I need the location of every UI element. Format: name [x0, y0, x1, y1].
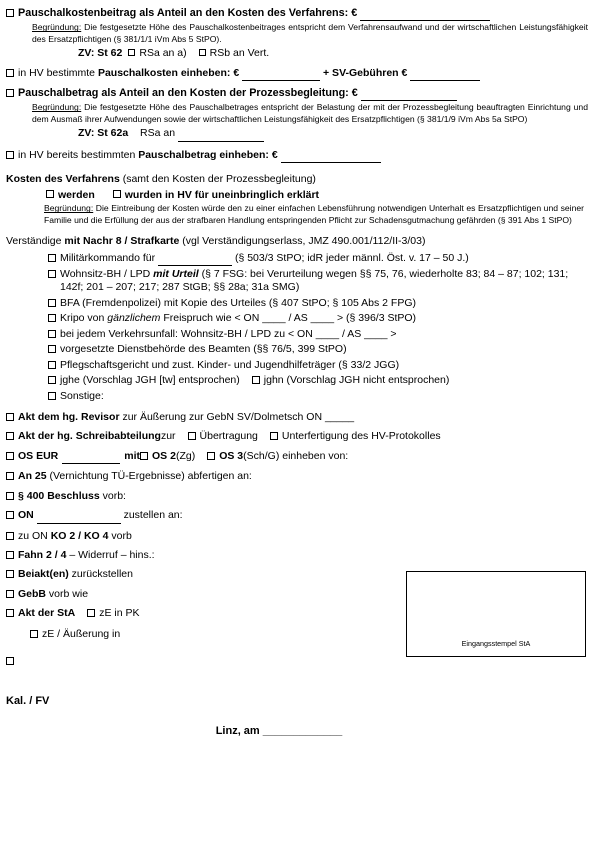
verstaendige-bold: mit Nachr 8 / Strafkarte: [64, 235, 180, 248]
checkbox-icon[interactable]: [6, 452, 14, 460]
item-text: Militärkommando für: [60, 251, 159, 264]
eingangsstempel-caption: Eingangsstempel StA: [461, 639, 531, 648]
list-item[interactable]: [48, 252, 592, 266]
label-os-2-rest: (Zg): [175, 449, 196, 462]
checkbox-row-empty[interactable]: [6, 655, 592, 668]
label-on-rest: zustellen an:: [120, 509, 183, 522]
label-mit: mit: [124, 449, 141, 462]
label-ko-rest: vorb: [108, 529, 132, 542]
checkbox-icon[interactable]: [188, 432, 196, 440]
checkbox-icon[interactable]: [207, 452, 215, 460]
label-fahn-rest: – Widerruf – hins.:: [66, 549, 155, 561]
list-item[interactable]: [48, 268, 592, 295]
list-item[interactable]: [48, 343, 592, 356]
label-zu-on: zu ON: [18, 529, 51, 542]
item-text: Pflegschaftsgericht und zust. Kinder- und Jugendhilfeträger (§ 33/2 JGG): [60, 358, 400, 371]
begruendung-text: Die festgesetzte Höhe des Pauschalkostenbeitrages entspricht dem Verfahrensaufwand und der wirtschaftlichen Leistungsfähigkeit des Ersatzpflichtigen (§ 381/1/1 iVm Abs 5 StPO).: [32, 22, 588, 44]
checkbox-icon[interactable]: [48, 376, 56, 384]
fill-line[interactable]: [62, 450, 120, 464]
label-gebb-rest: vorb wie: [46, 587, 89, 600]
label-os-eur: OS EUR: [18, 449, 59, 462]
list-item[interactable]: [48, 390, 592, 403]
checkbox-row-pauschalbetrag-prozessbegleitung[interactable]: [6, 87, 592, 142]
begruendung-label: Begründung:: [32, 102, 82, 113]
label-os-3: OS 3: [219, 449, 244, 462]
begruendung-label: Begründung:: [32, 22, 82, 33]
checkbox-row-an25[interactable]: [6, 470, 592, 483]
label-pauschalkosten-einheben: Pauschalkosten einheben: €: [97, 66, 243, 79]
label-on: ON: [18, 509, 34, 522]
checkbox-icon[interactable]: [48, 314, 56, 322]
verstaendige-rest: (vgl Verständigungserlass, JMZ 490.001/112/II-3/03): [179, 235, 426, 248]
verstaendige-items: [48, 252, 592, 403]
checkbox-icon[interactable]: [199, 49, 206, 56]
item-text-post: (§ 7 FSG: bei Verurteilung wegen §§ 75, 76, wiederholte 83; 84 – 87; 102; 131; 142f; 201 – 207; 217; 287 StGB; §§ 28a; 31a SMG): [60, 268, 569, 294]
label-ko: KO 2 / KO 4: [50, 529, 109, 542]
title-kosten-des-verfahrens: [6, 173, 592, 186]
checkbox-row-on-zustellen[interactable]: [6, 509, 592, 523]
zv-option-rsa: RSa an a): [139, 47, 187, 60]
checkbox-row-os-eur[interactable]: [6, 450, 592, 464]
checkbox-row-hv-pauschalkosten[interactable]: [6, 67, 592, 81]
checkbox-icon[interactable]: [30, 630, 38, 638]
label-an25-rest: (Vernichtung TÜ-Ergebnisse) abfertigen an:: [46, 470, 252, 483]
item-text: vorgesetzte Dienstbehörde des Beamten (§§ 76/5, 399 StPO): [60, 343, 347, 356]
begruendung-5: [44, 203, 584, 226]
checkbox-icon[interactable]: [6, 590, 14, 598]
checkbox-icon[interactable]: [6, 151, 14, 159]
fill-line[interactable]: [360, 7, 490, 21]
checkbox-row-fahn[interactable]: [6, 549, 592, 562]
fill-line[interactable]: [37, 509, 121, 523]
option-ze-in-pk: zE in PK: [99, 607, 140, 620]
label-sv-gebuehren: + SV-Gebühren €: [320, 66, 411, 79]
checkbox-icon[interactable]: [6, 413, 14, 421]
label-beiakten: Beiakt(en): [18, 568, 69, 581]
option-wurden-uneinbringlich: wurden in HV für uneinbringlich erklärt: [124, 189, 320, 202]
item-text: Wohnsitz-BH / LPD: [60, 268, 154, 280]
checkbox-icon[interactable]: [48, 330, 56, 338]
label-fahn: Fahn 2 / 4: [18, 549, 67, 561]
checkbox-icon[interactable]: [6, 472, 14, 480]
label-400-beschluss-rest: vorb:: [99, 489, 126, 502]
checkbox-row-schreibabteilung[interactable]: [6, 430, 592, 443]
checkbox-icon[interactable]: [6, 69, 14, 77]
checkbox-row-hv-pauschalbetrag[interactable]: [6, 149, 592, 163]
checkbox-icon[interactable]: [6, 9, 14, 17]
checkbox-icon[interactable]: [6, 492, 14, 500]
footer-kal-fv: Kal. / FV: [6, 694, 50, 707]
checkbox-icon[interactable]: [113, 190, 121, 198]
zv-text-3: RSa an: [140, 127, 178, 140]
eingangsstempel-box: [406, 571, 586, 657]
label-pauschalkostenbeitrag: Pauschalkostenbeitrag als Anteil an den Kosten des Verfahrens: €: [18, 7, 361, 19]
checkbox-icon[interactable]: [140, 452, 148, 460]
checkbox-icon[interactable]: [6, 432, 14, 440]
item-emphasis: gänzlichem: [107, 312, 161, 325]
label-an25: An 25: [18, 470, 47, 483]
list-item-jgh[interactable]: [48, 374, 592, 387]
item-emphasis: mit Urteil: [153, 268, 199, 280]
checkbox-icon[interactable]: [6, 551, 14, 559]
list-item[interactable]: [48, 359, 592, 372]
item-text: bei jedem Verkehrsunfall: Wohnsitz-BH / LPD zu < ON ____ / AS ____ >: [60, 327, 397, 340]
begruendung-label: Begründung:: [44, 203, 94, 214]
checkbox-icon[interactable]: [6, 657, 14, 665]
item-text: BFA (Fremdenpolizei) mit Kopie des Urteiles (§ 407 StPO; § 105 Abs 2 FPG): [60, 296, 416, 309]
label-akt-der-sta: Akt der StA: [18, 607, 76, 620]
item-text-post: (§ 503/3 StPO; idR jeder männl. Öst. v. 17 – 50 J.): [232, 251, 469, 264]
item-text-post: Freispruch wie < ON ____ / AS ____ > (§ 396/3 StPO): [160, 312, 417, 325]
zv-label-3: ZV: St 62a: [78, 127, 129, 140]
option-uebertragung: Übertragung: [199, 430, 258, 443]
item-text-second: jghn (Vorschlag JGH nicht entsprochen): [263, 374, 450, 387]
label-akt-revisor: Akt dem hg. Revisor: [18, 410, 120, 423]
list-item[interactable]: [48, 328, 592, 341]
checkbox-row-pauschalkostenbeitrag[interactable]: [6, 7, 592, 61]
footer-linz: Linz, am _____________: [215, 724, 343, 737]
zv-row-1: [78, 47, 592, 60]
list-item[interactable]: [48, 312, 592, 325]
option-werden: werden: [58, 189, 95, 202]
checkbox-icon[interactable]: [6, 570, 14, 578]
label-400-beschluss: § 400 Beschluss: [18, 489, 100, 502]
checkbox-icon[interactable]: [6, 89, 14, 97]
item-text: jghe (Vorschlag JGH [tw] entsprochen): [60, 374, 240, 387]
checkbox-icon[interactable]: [48, 254, 56, 262]
begruendung-1: [32, 22, 588, 45]
begruendung-3: [32, 102, 588, 125]
checkbox-icon[interactable]: [87, 609, 95, 617]
checkbox-icon[interactable]: [270, 432, 278, 440]
list-item[interactable]: [48, 297, 592, 310]
block-verstaendige: [6, 235, 592, 403]
label-hv-bereits-prefix: in HV bereits bestimmten: [18, 148, 139, 161]
checkbox-row-akt-revisor[interactable]: [6, 411, 592, 424]
verstaendige-header: [6, 235, 592, 248]
checkbox-icon[interactable]: [48, 392, 56, 400]
label-schreibabteilung-mid: zur: [160, 430, 176, 443]
label-pauschalbetrag: Pauschalbetrag als Anteil an den Kosten der Prozessbegleitung: €: [18, 87, 361, 99]
checkbox-icon[interactable]: [48, 345, 56, 353]
fill-line[interactable]: [158, 252, 232, 266]
label-akt-revisor-rest: zur Äußerung zur GebN SV/Dolmetsch ON _____: [119, 410, 355, 423]
zv-label-1: ZV: St 62: [78, 47, 123, 60]
label-ze-aeusserung: zE / Äußerung in: [42, 627, 121, 640]
verstaendige-lead: Verständige: [6, 235, 65, 248]
label-schreibabteilung: Akt der hg. Schreibabteilung: [18, 430, 161, 443]
checkbox-icon[interactable]: [48, 361, 56, 369]
kosten-options: [46, 189, 592, 201]
checkbox-row-400-beschluss[interactable]: [6, 490, 592, 503]
item-text: Sonstige:: [60, 389, 104, 402]
label-gebb: GebB: [18, 587, 47, 600]
fill-line[interactable]: [281, 149, 381, 163]
checkbox-icon[interactable]: [6, 532, 14, 540]
option-unterfertigung: Unterfertigung des HV-Protokolles: [281, 430, 441, 443]
item-text: Kripo von: [60, 312, 108, 325]
kosten-title-rest: (samt den Kosten der Prozessbegleitung): [119, 173, 316, 185]
label-os-3-rest: (Sch/G) einheben von:: [243, 449, 349, 462]
fill-line[interactable]: [410, 67, 480, 81]
begruendung-text: Die festgesetzte Höhe des Pauschalbetrages entspricht der Belastung der mit der Prozessbegleitung beauftragten Einrichtung und dem Ausmaß ihrer Aufwendungen sowie der wirtschaftlichen Leistungsfähigkeit des Ersatzpflichtigen (§ 381/1/9 iVm Abs 5a StPO): [32, 102, 588, 124]
checkbox-row-zu-on-ko[interactable]: [6, 530, 592, 543]
fill-line[interactable]: [361, 87, 457, 101]
checkbox-icon[interactable]: [48, 270, 56, 278]
label-os-2: OS 2: [152, 449, 176, 462]
kosten-title: Kosten des Verfahrens: [6, 173, 120, 185]
zv-option-rsb: RSb an Vert.: [209, 47, 270, 60]
checkbox-icon[interactable]: [6, 511, 14, 519]
checkbox-icon[interactable]: [252, 376, 260, 384]
checkbox-icon[interactable]: [48, 299, 56, 307]
checkbox-icon[interactable]: [6, 609, 14, 617]
fill-line[interactable]: [242, 67, 320, 81]
zv-row-3: [78, 127, 592, 141]
label-pauschalbetrag-einheben: Pauschalbetrag einheben: €: [138, 148, 281, 161]
checkbox-icon[interactable]: [46, 190, 54, 198]
fill-line[interactable]: [178, 127, 264, 141]
label-beiakten-rest: zurückstellen: [68, 568, 133, 581]
block-kosten-des-verfahrens: [6, 173, 592, 226]
checkbox-icon[interactable]: [128, 49, 135, 56]
label-hv-prefix: in HV bestimmte: [18, 66, 98, 79]
begruendung-text: Die Eintreibung der Kosten würde den zu einer einfachen Lebensführung notwendigen Unterhalt es Ersatzpflichtigen und seiner Familie und die Erfüllung der aus der strafbaren Handlung entspringenden Pflicht zur Schadensgutmachung gefährden (§ 391 Abs 1 StPO): [44, 203, 584, 225]
